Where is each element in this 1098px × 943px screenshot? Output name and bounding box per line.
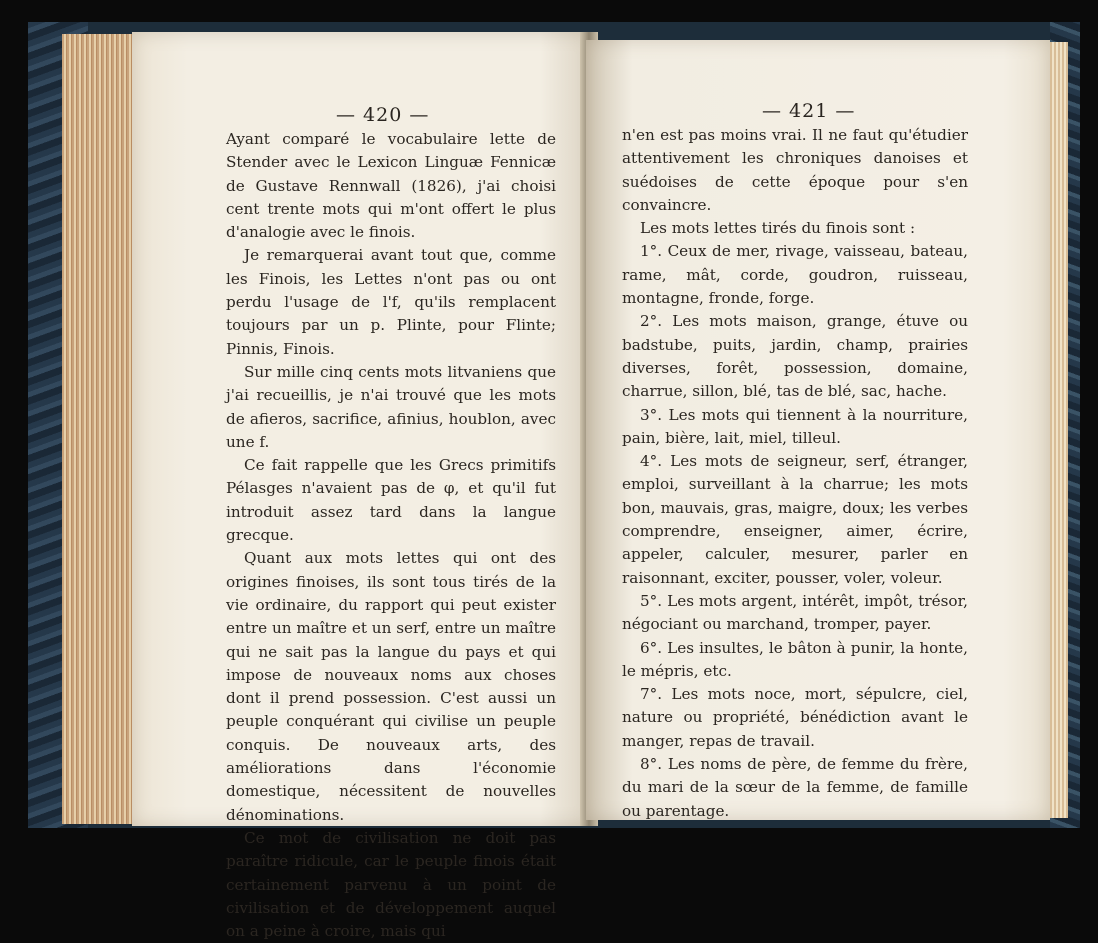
paragraph: Ce mot de civilisation ne doit pas paraître ridicule, car le peuple finois était certainement parvenu à un point de civilisation et de développement auquel on a peine à croire, mais qui [226,828,556,941]
paragraph: 8°. Les noms de père, de femme du frère, du mari de la sœur de la femme, de famille ou parentage. [622,755,968,820]
page-number: — 420 — [336,104,430,126]
right-page [586,40,1050,820]
paragraph: 3°. Les mots qui tiennent à la nourriture, pain, bière, lait, miel, tilleul. [622,405,968,447]
paragraph: Les mots lettes tirés du finois sont : [640,219,916,238]
paragraph: Ce fait rappelle que les Grecs primitifs Pélasges n'avaient pas de φ, et qu'il fut introduit assez tard dans la langue grecque. [226,456,556,545]
paragraph: Quant aux mots lettes qui ont des origines finoises, ils sont tous tirés de la vie ordinaire, du rapport qui peut exister entre un maître et un serf, entre un maître qui ne sait pas la langue du pays et qui impose de nouveaux noms aux choses dont il prend possession. C'est aussi un peuple conquérant qui civilise un peuple conquis. De nouveaux arts, des améliorations dans l'économie domestique, nécessitent de nouvelles dénominations. [226,549,556,824]
left-page [132,32,596,941]
paragraph: 7°. Les mots noce, mort, sépulcre, ciel, nature ou propriété, bénédiction avant le manger, repas de travail. [622,685,968,750]
right-page-text [622,124,968,823]
paragraph: 4°. Les mots de seigneur, serf, étranger, emploi, surveillant à la charrue; les mots bon, mauvais, gras, maigre, doux; les verbes comprendre, enseigner, aimer, écrire, appeler, calculer, mesurer, parler en raisonnant, exciter, pousser, voler, voleur. [622,452,968,587]
page-edges-left [62,34,142,824]
paragraph: n'en est pas moins vrai. Il ne faut qu'étudier attentivement les chroniques danoises et suédoises de cette époque pour s'en convaincre. [622,126,968,214]
left-page-text [226,128,556,943]
paragraph: 1°. Ceux de mer, rivage, vaisseau, bateau, rame, mât, corde, goudron, ruisseau, montagne, fronde, forge. [622,242,968,308]
book [28,22,1080,941]
paragraph: 6°. Les insultes, le bâton à punir, la honte, le mépris, etc. [622,638,968,680]
paragraph: 2°. Les mots maison, grange, étuve ou badstube, puits, jardin, champ, prairies diverses, forêt, possession, domaine, charrue, sillon, blé, tas de blé, sac, hache. [622,312,968,401]
paragraph: Je remarquerai avant tout que, comme les Finois, les Lettes n'ont pas ou ont perdu l'usage de l'f, qu'ils remplacent toujours par un p. Plinte, pour Flinte; Pinnis, Finois. [226,246,556,358]
page-number: — 421 — [762,100,856,122]
paragraph: Sur mille cinq cents mots litvaniens que j'ai recueillis, je n'ai trouvé que les mots de afieros, sacrifice, afinius, houblon, avec une f. [226,362,556,451]
paragraph: 5°. Les mots argent, intérêt, impôt, trésor, négociant ou marchand, tromper, payer. [622,591,968,634]
paragraph: Ayant comparé le vocabulaire lette de Stender avec le Lexicon Linguæ Fennicæ de Gustave Rennwall (1826), j'ai choisi cent trente mots qui m'ont offert le plus d'analogie avec le finois. [226,130,556,242]
